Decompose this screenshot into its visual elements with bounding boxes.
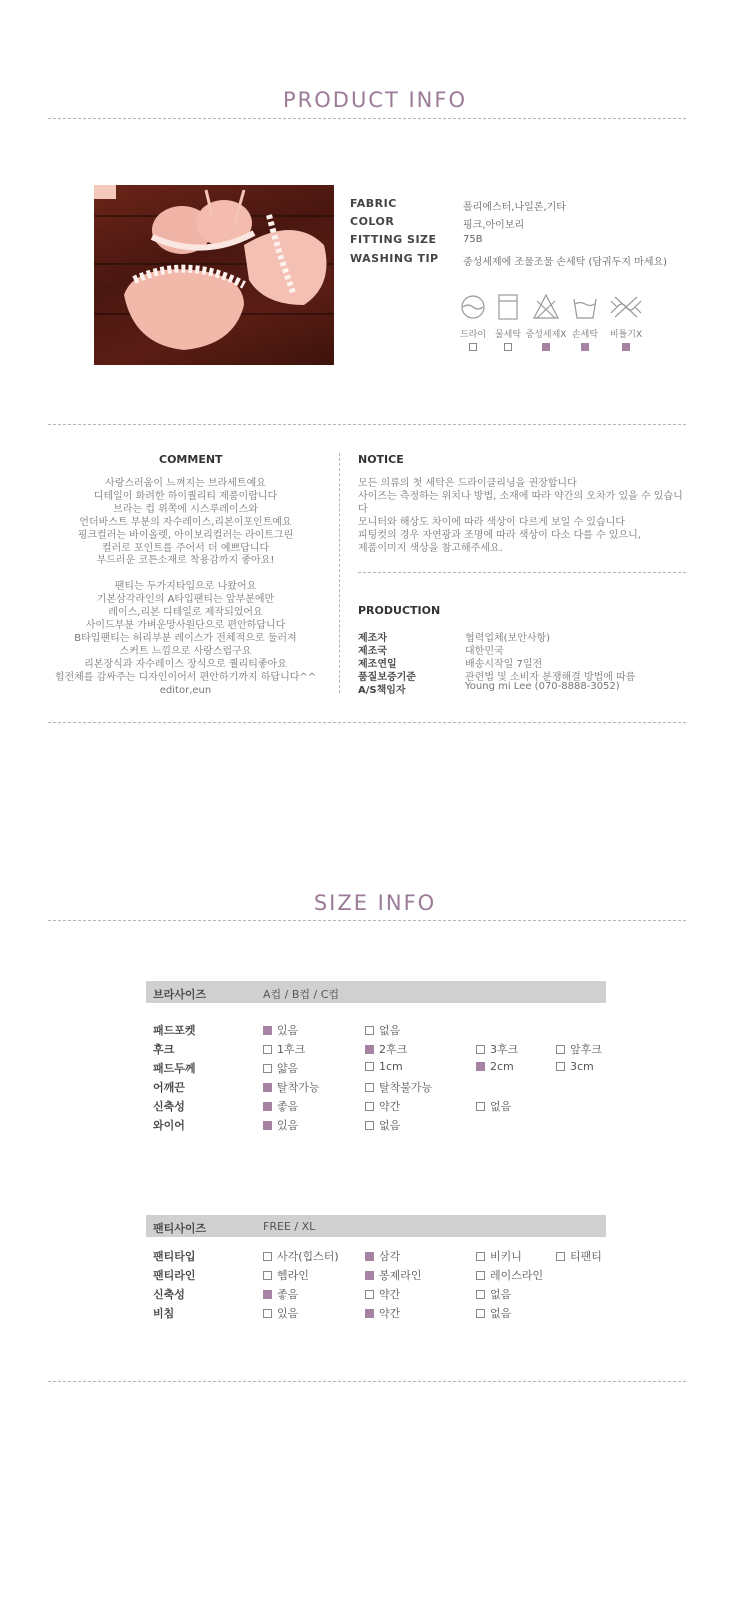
option: 봉제라인 (365, 1267, 422, 1283)
lingerie-image (94, 185, 334, 365)
checkbox (365, 1121, 374, 1130)
checkbox (263, 1309, 272, 1318)
checkbox (476, 1271, 485, 1280)
bra-row-label: 어깨끈 (153, 1081, 185, 1094)
wash-label-dry: 드라이 (459, 330, 487, 340)
checkbox-checked (263, 1121, 272, 1130)
option: 1후크 (263, 1041, 305, 1057)
option: 좋음 (263, 1286, 298, 1302)
checkbox-checked (365, 1252, 374, 1261)
production-value: 협력업체(보안사항) (465, 633, 551, 644)
spec-fabric-value: 폴리에스터,나일론,기타 (463, 202, 566, 213)
option: 헴라인 (263, 1267, 309, 1283)
bra-size-label: 브라사이즈 (153, 988, 207, 1001)
option: 사각(힙스터) (263, 1248, 339, 1264)
option: 티팬티 (556, 1248, 602, 1264)
production-key: 제조연일 (358, 659, 397, 670)
option: 3cm (556, 1060, 594, 1073)
checkbox (556, 1252, 565, 1261)
spec-color-value: 핑크,아이보리 (463, 220, 525, 231)
panty-row-label: 팬티타입 (153, 1250, 196, 1263)
notice-title: NOTICE (358, 453, 404, 466)
option: 약간 (365, 1305, 400, 1321)
panty-row-label: 팬티라인 (153, 1269, 196, 1282)
production-value: 배송시작일 7일전 (465, 659, 543, 670)
wash-label-wring: 비틀기X (609, 330, 643, 340)
spec-color-label: COLOR (350, 215, 395, 228)
wash-label-neutral: 중성세제X (525, 330, 567, 340)
divider (358, 572, 686, 573)
option: 앞후크 (556, 1041, 602, 1057)
checkbox (476, 1102, 485, 1111)
panty-size-bar (146, 1215, 606, 1237)
vertical-divider (339, 453, 340, 693)
panty-row-label: 신축성 (153, 1288, 185, 1301)
comment-text: 사랑스러움이 느껴지는 브라세트예요 디테일이 화려한 하이퀄리티 제품이랍니다 브라는 컵 위쪽에 시스루레이스와 언더바스트 부분의 자수레이스,리본이포인트예요 핑크컬러는 바이올렛, 아이보리컬러는 라이트그린 컬러로 포인트를 주어서 더 예쁘답니다 부드러운 코튼소재로 착용감까지 좋아요! 팬티는 두가지타입으로 나왔어요 기본삼각라인의 A타입팬티는 앞부분에만 레이스,리본 디테일로 제작되었어요 사이드부분 가벼운망사원단으로 편안하답니다 B타입팬티는 허리부분 레이스가 전체적으로 둘러져 스커트 느낌으로 사랑스럽구요 리본장식과 자수레이스 장식으로 퀄리티좋아요 힙전체를 감싸주는 디자인이어서 편안하기까지 하답니다^^ editor,eun (54, 478, 317, 696)
bra-size-value: A컵 / B컵 / C컵 (263, 988, 340, 1001)
checkbox-checked (365, 1309, 374, 1318)
option: 없음 (476, 1305, 511, 1321)
option: 2cm (476, 1060, 514, 1073)
checkbox (263, 1271, 272, 1280)
option: 탈착가능 (263, 1079, 320, 1095)
checkbox (365, 1026, 374, 1035)
checkbox (476, 1045, 485, 1054)
panty-size-label: 팬티사이즈 (153, 1222, 207, 1235)
bra-row-label: 패드두께 (153, 1062, 196, 1075)
option: 약간 (365, 1098, 400, 1114)
hand-wash-icon (571, 293, 599, 321)
divider (48, 118, 686, 119)
spec-fitting-size-value: 75B (463, 234, 483, 245)
size-info-title: SIZE INFO (313, 891, 437, 915)
option: 약간 (365, 1286, 400, 1302)
checkbox (365, 1083, 374, 1092)
production-value: 대한민국 (465, 646, 504, 657)
option: 비키니 (476, 1248, 522, 1264)
option: 있음 (263, 1117, 298, 1133)
wash-check-dry (469, 343, 477, 351)
option: 좋음 (263, 1098, 298, 1114)
option: 있음 (263, 1305, 298, 1321)
wash-check-neutral (542, 343, 550, 351)
checkbox-checked (263, 1026, 272, 1035)
wash-check-machine (504, 343, 512, 351)
option: 얇음 (263, 1060, 298, 1076)
bra-size-bar (146, 981, 606, 1003)
bra-row-label: 후크 (153, 1043, 175, 1056)
checkbox-checked (263, 1083, 272, 1092)
checkbox (263, 1252, 272, 1261)
spec-washing-tip-label: WASHING TIP (350, 252, 439, 265)
checkbox (365, 1290, 374, 1299)
checkbox-checked (263, 1290, 272, 1299)
wash-label-machine: 물세탁 (494, 330, 522, 340)
option: 없음 (365, 1117, 400, 1133)
option: 없음 (476, 1286, 511, 1302)
comment-title: COMMENT (159, 453, 223, 466)
checkbox (365, 1062, 374, 1071)
production-key: A/S책임자 (358, 685, 406, 696)
production-key: 제조국 (358, 646, 387, 657)
checkbox (365, 1102, 374, 1111)
option: 없음 (476, 1098, 511, 1114)
option: 레이스라인 (476, 1267, 543, 1283)
wash-label-hand: 손세탁 (571, 330, 599, 340)
option: 2후크 (365, 1041, 407, 1057)
checkbox (476, 1290, 485, 1299)
dry-clean-icon (459, 293, 487, 321)
option: 없음 (365, 1022, 400, 1038)
divider (48, 424, 686, 425)
bra-row-label: 패드포켓 (153, 1024, 196, 1037)
production-title: PRODUCTION (358, 604, 441, 617)
panty-row-label: 비침 (153, 1307, 175, 1320)
production-value: 관련법 및 소비자 분쟁해결 방법에 따름 (465, 672, 636, 683)
bra-row-label: 신축성 (153, 1100, 185, 1113)
production-value: Young mi Lee (070-8888-3052) (465, 681, 620, 692)
wash-check-wring (622, 343, 630, 351)
checkbox-checked (476, 1062, 485, 1071)
notice-text: 모든 의류의 첫 세탁은 드라이클리닝을 권장합니다 사이즈는 측정하는 위치나 방법, 소재에 따라 약간의 오차가 있을 수 있습니다 모니터와 해상도 차이에 따라 색상이 다르게 보일 수 있습니다 피팅컷의 경우 자연광과 조명에 따라 색상이 다소 다를 수 있으니, 제품이미지 색상을 참고해주세요. (358, 478, 683, 554)
option: 탈착불가능 (365, 1079, 432, 1095)
checkbox (476, 1309, 485, 1318)
panty-size-value: FREE / XL (263, 1220, 316, 1233)
divider (48, 920, 686, 921)
spec-fitting-size-label: FITTING SIZE (350, 233, 437, 246)
checkbox (556, 1045, 565, 1054)
product-info-title: PRODUCT INFO (282, 88, 467, 112)
divider (48, 722, 686, 723)
machine-wash-icon (494, 293, 522, 321)
spec-fabric-label: FABRIC (350, 197, 397, 210)
option: 1cm (365, 1060, 403, 1073)
no-bleach-icon (532, 293, 560, 321)
bra-row-label: 와이어 (153, 1119, 185, 1132)
checkbox (263, 1045, 272, 1054)
spec-washing-tip-value: 중성세제에 조물조물 손세탁 (담궈두지 마세요) (463, 257, 668, 268)
wash-check-hand (581, 343, 589, 351)
checkbox-checked (263, 1102, 272, 1111)
checkbox (263, 1064, 272, 1073)
production-key: 품질보증기준 (358, 672, 416, 683)
checkbox (476, 1252, 485, 1261)
divider (48, 1381, 686, 1382)
option: 삼각 (365, 1248, 400, 1264)
product-photo (94, 185, 334, 365)
option: 3후크 (476, 1041, 518, 1057)
checkbox (556, 1062, 565, 1071)
option: 있음 (263, 1022, 298, 1038)
checkbox-checked (365, 1271, 374, 1280)
no-wring-icon (609, 293, 643, 321)
production-key: 제조자 (358, 633, 387, 644)
checkbox-checked (365, 1045, 374, 1054)
